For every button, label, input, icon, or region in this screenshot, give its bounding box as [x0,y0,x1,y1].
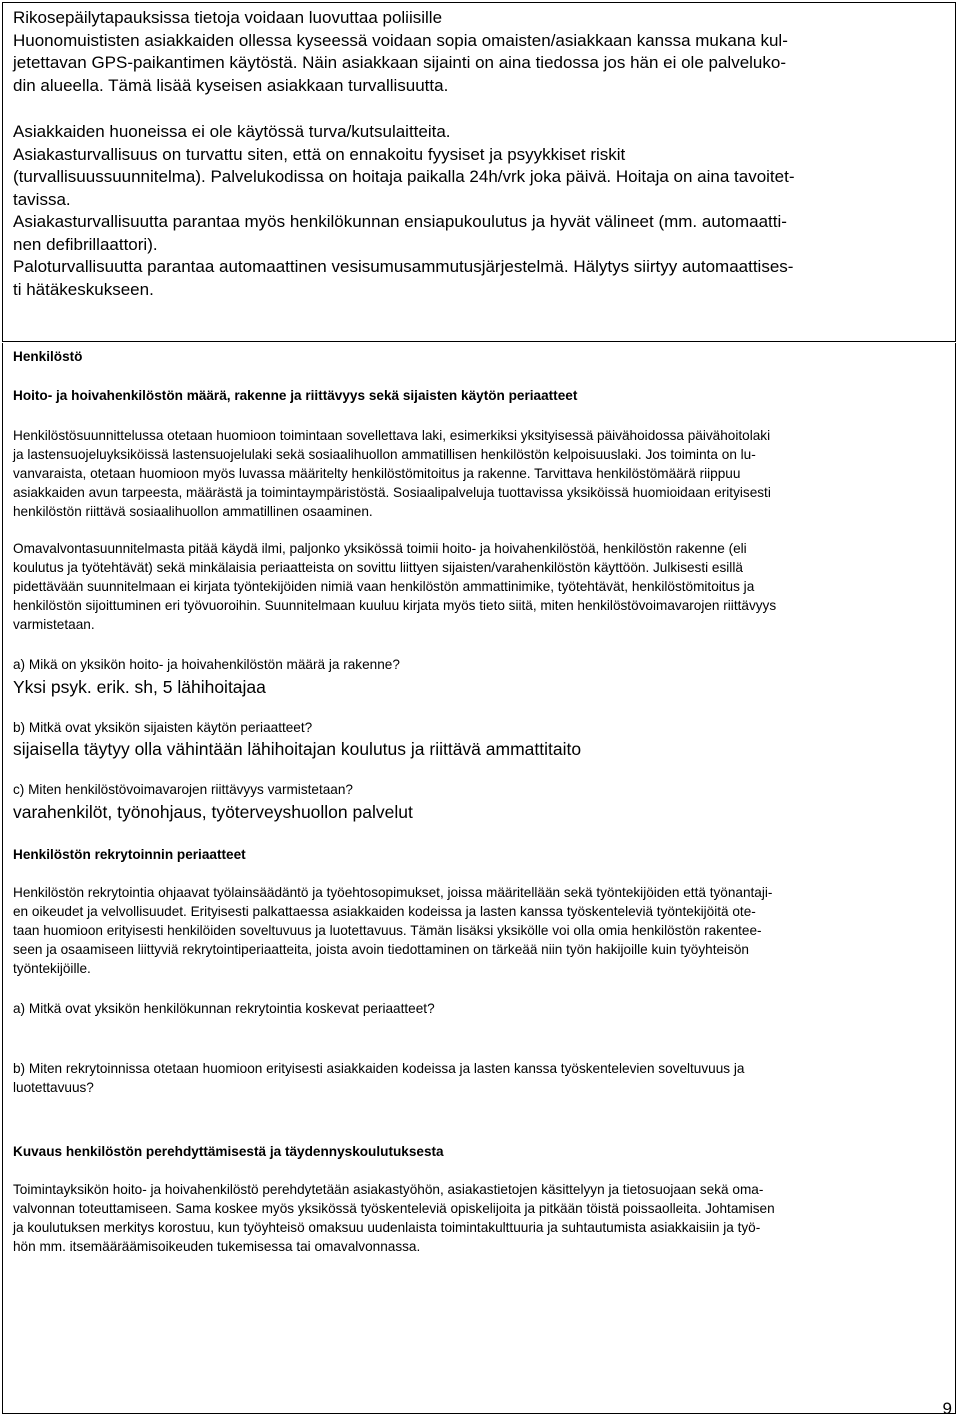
question-a: a) Mikä on yksikön hoito- ja hoivahenkilöstön määrä ja rakenne? [13,657,400,672]
text-line: hön mm. itsemääräämisoikeuden tukemisessa tai omavalvonnassa. [13,1239,421,1254]
subheading-orientation: Kuvaus henkilöstön perehdyttämisestä ja täydennyskoulutuksesta [13,1144,444,1159]
text-line: Henkilöstön rekrytointia ohjaavat työlainsäädäntö ja työehtosopimukset, joissa määritellään sekä työntekijöiden että työnantaji- [13,885,773,900]
text-line: Asiakkaiden huoneissa ei ole käytössä turva/kutsulaitteita. [13,122,451,141]
text-line: Rikosepäilytapauksissa tietoja voidaan luovuttaa poliisille [13,8,443,27]
text-line: b) Miten rekrytoinnissa otetaan huomioon erityisesti asiakkaiden kodeissa ja lasten kanssa työskentelevien soveltuvuus ja [13,1061,745,1076]
subheading-staffing: Hoito- ja hoivahenkilöstön määrä, rakenne ja riittävyys sekä sijaisten käytön periaatteet [13,388,578,403]
text-line: tavissa. [13,189,71,209]
question-c: c) Miten henkilöstövoimavarojen riittävyys varmistetaan? [13,782,353,797]
staffing-paragraph-2 [13,539,947,634]
answer-b: sijaisella täytyy olla vähintään lähihoitajan koulutus ja riittävä ammattitaito [13,739,582,759]
gps-paragraph [13,7,947,97]
question-b: b) Mitkä ovat yksikön sijaisten käytön periaatteet? [13,720,313,735]
text-line: henkilöstön sijoittuminen eri työvuoroihin. Suunnitelmaan kuuluu kirjata myös tieto siitä, miten henkilöstövoimavarojen riittävyys [13,598,777,613]
safety-paragraph [13,121,947,301]
text-line: luotettavuus? [13,1080,94,1095]
text-line: Henkilöstösuunnittelussa otetaan huomioon toimintaan sovellettava laki, esimerkiksi yksityisessä päivähoidossa päivähoitolaki [13,428,771,443]
text-line: nen defibrillaattori). [13,234,158,254]
section-box-safety [2,2,956,342]
text-line: Asiakasturvallisuus on turvattu siten, että on ennakoitu fyysiset ja psyykkiset riskit [13,144,626,164]
text-line: asiakkaiden avun tarpeesta, määrästä ja toimintaympäristöstä. Sosiaalipalveluja tuottavissa yksiköissä huomioidaan erityisesti [13,485,771,500]
answer-c: varahenkilöt, työnohjaus, työterveyshuollon palvelut [13,802,413,822]
text-line: (turvallisuussuunnitelma). Palvelukodissa on hoitaja paikalla 24h/vrk joka päivä. Hoitaja on aina tavoitet- [13,167,795,186]
text-line: din alueella. Tämä lisää kyseisen asiakkaan turvallisuutta. [13,75,449,95]
recruitment-question-b [13,1059,947,1097]
section-box-personnel [2,343,956,1414]
text-line: valvonnan toteuttamiseen. Sama koskee myös yksikössä työskenteleviä opiskelijoita ja pitkään töistä poissaolleita. Johtamisen [13,1201,775,1216]
text-line: ti hätäkeskukseen. [13,279,154,299]
section-heading: Henkilöstö [13,349,83,364]
text-line: seen ja osaamiseen liittyviä rekrytointiperiaatteita, joista avoin tiedottaminen on tärkeää niin työn hakijoille kuin työyhteisön [13,942,749,957]
text-line: työntekijöille. [13,961,91,976]
subheading-recruitment: Henkilöstön rekrytoinnin periaatteet [13,847,246,862]
text-line: koulutus ja työtehtävät) sekä minkälaisia periaatteista on sovittu liittyen sijaisten/varahenkilöstön käyttöön. Julkisesti esillä [13,560,743,575]
staffing-paragraph-1 [13,426,947,521]
text-line: Paloturvallisuutta parantaa automaattinen vesisumusammutusjärjestelmä. Hälytys siirtyy automaattises- [13,257,794,276]
page-number: 9 [942,1399,952,1418]
orientation-paragraph [13,1180,947,1256]
answer-a: Yksi psyk. erik. sh, 5 lähihoitajaa [13,677,266,697]
text-line: pidettävään suunnitelmaan ei kirjata työntekijöiden nimiä vaan henkilöstön ammattinimike, työtehtävät, henkilöstömitoitus ja [13,579,755,594]
text-line: jetettavan GPS-paikantimen käytöstä. Näin asiakkaan sijainti on aina tiedossa jos hän ei ole palveluko- [13,53,787,72]
text-line: vanvaraista, otetaan huomioon myös luvassa määritelty henkilöstömitoitus ja rakenne. Tarvittava henkilöstömäärä riippuu [13,466,741,481]
text-line: henkilöstön riittävä sosiaalihuollon ammatillinen osaaminen. [13,504,373,519]
text-line: en oikeudet ja velvollisuudet. Erityisesti palkattaessa asiakkaiden kodeissa ja lasten kanssa työskenteleviä työntekijöitä ote- [13,904,756,919]
text-line: Toimintayksikön hoito- ja hoivahenkilöstö perehdytetään asiakastyöhön, asiakastietojen käsittelyyn ja tietosuojaan sekä oma- [13,1182,764,1197]
text-line: Huonomuististen asiakkaiden ollessa kyseessä voidaan sopia omaisten/asiakkaan kanssa mukana kul- [13,30,788,50]
recruitment-question-a: a) Mitkä ovat yksikön henkilökunnan rekrytointia koskevat periaatteet? [13,1001,435,1016]
text-line: ja koulutuksen merkitys korostuu, kun työyhteisö omaksuu uudenlaista toimintakulttuuria ja suhtautumista asiakkaisiin ja työ- [13,1220,761,1235]
text-line: Asiakasturvallisuutta parantaa myös henkilökunnan ensiapukoulutus ja hyvät välineet (mm. automaatti- [13,212,787,231]
text-line: varmistetaan. [13,617,95,632]
text-line: taan huomioon erityisesti henkilöiden soveltuvuus ja luotettavuus. Tämän lisäksi yksikölle voi olla omia henkilöstön rakentee- [13,923,762,938]
text-line: ja lastensuojeluyksiköissä lastensuojelulaki sekä sosiaalihuollon ammatillisen henkilöstön kelpoisuuslaki. Jos toiminta on lu- [13,447,756,462]
text-line: Omavalvontasuunnitelmasta pitää käydä ilmi, paljonko yksikössä toimii hoito- ja hoivahenkilöstöä, henkilöstön rakenne (eli [13,541,747,556]
recruitment-paragraph [13,883,947,978]
